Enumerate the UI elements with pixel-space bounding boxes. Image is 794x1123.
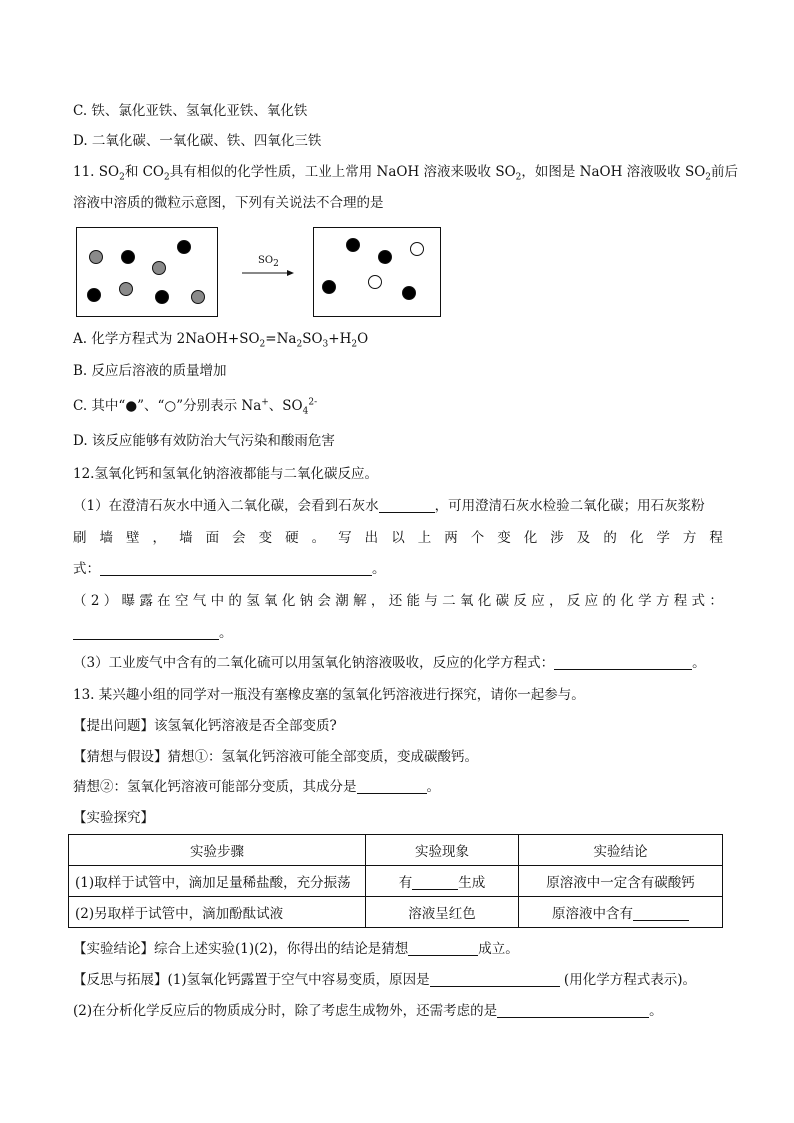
spaced-char: 潮 [335,593,349,609]
q11-stem-line2: 溶液中溶质的微粒示意图，下列有关说法不合理的是 [73,195,384,211]
spaced-char: 氧 [264,593,278,609]
option-c-prev: C. 铁、氯化亚铁、氢氧化亚铁、氧化铁 [73,103,308,119]
spaced-char: 化 [281,593,296,609]
particle-black [378,250,392,264]
answer-blank[interactable] [100,561,372,576]
q13-conclusion: 【实验结论】综合上述实验(1)(2)，你得出的结论是猜想 成立。 [73,941,519,957]
answer-blank[interactable] [408,941,478,956]
spaced-char: 解 [353,593,367,609]
spaced-char: 碳 [495,593,510,609]
q13-guess2: 猜想②：氢氧化钙溶液可能部分变质，其成分是 。 [73,779,440,795]
spaced-char: 2 [90,593,100,609]
spaced-char: 氧 [459,593,474,609]
spaced-char: 变 [258,530,273,546]
arrow-label: $SO_2$ [258,255,279,269]
spaced-char: 会 [232,530,246,546]
spaced-char: 出 [364,530,379,546]
spaced-char: 程 [673,593,688,609]
table-header: 实验结论 [519,835,723,866]
spaced-char: 变 [497,530,511,546]
spaced-char: 学 [656,530,670,546]
spaced-char: 方 [682,530,697,546]
spaced-char: 与 [424,593,438,609]
spaced-char: 以 [391,530,405,546]
spaced-char: 墙 [99,530,114,546]
spaced-char: 氢 [246,593,260,609]
spaced-char: 在 [157,593,171,609]
spaced-char: 化 [629,530,644,546]
spaced-char: 学 [638,593,652,609]
diagram-after-box [313,227,441,317]
table-header: 实验现象 [366,835,519,866]
table-header: 实验步骤 [69,835,366,866]
spaced-char: 的 [228,593,242,609]
spaced-char: 应 [584,593,599,609]
spaced-char: 能 [406,593,421,609]
table-cell: 有 生成 [366,866,519,897]
particle-gray [191,290,205,304]
q13-guess1: 【猜想与假设】猜想①：氢氧化钙溶液可能全部变质，变成碳酸钙。 [73,749,478,765]
experiment-table [68,834,723,928]
answer-blank[interactable] [412,875,458,890]
particle-black [87,288,101,302]
spaced-char: 气 [192,593,207,609]
q12-part1-line2 [73,529,723,547]
spaced-char: 上 [417,530,432,546]
spaced-char: 的 [602,593,616,609]
spaced-char: 写 [338,530,352,546]
q13-explore-heading: 【实验探究】 [73,810,154,826]
q11-option-a: A. 化学方程式为 $2NaOH+SO_2=Na_2SO_3+H_2O$ [73,331,369,350]
answer-blank[interactable] [497,1003,649,1018]
spaced-char: 面 [205,530,220,546]
q11-option-c: C. 其中“●”、“○”分别表示 Na+、$SO_4^{2-}$ [73,397,318,417]
spaced-char: 刷 [73,530,87,546]
spaced-char: 露 [139,593,153,609]
q13-stem: 13. 某兴趣小组的同学对一瓶没有塞橡皮塞的氢氧化钙溶液进行探究，请你一起参与。 [73,687,585,703]
reaction-arrow [242,255,294,278]
q11-option-b: B. 反应后溶液的质量增加 [73,363,227,379]
spaced-char: 钠 [299,593,314,609]
table-row [69,866,723,897]
spaced-char: 方 [655,593,670,609]
spaced-char: 墙 [179,530,193,546]
spaced-char: 反 [513,593,527,609]
spaced-char: 程 [709,530,723,546]
diagram-before-box [76,227,218,317]
particle-black [177,240,191,254]
spaced-char: 壁 [126,530,140,546]
q12-part3: （3）工业废气中含有的二氧化硫可以用氢氧化钠溶液吸收，反应的化学方程式： 。 [73,655,706,671]
spaced-char: 式 [691,593,706,609]
q12-part1-line1: （1）在澄清石灰水中通入二氧化碳，会看到石灰水 ，可用澄清石灰水检验二氧化碳；用石灰浆粉 [73,498,705,514]
answer-blank[interactable] [379,498,435,513]
particle-gray [89,250,103,264]
table-cell: 溶液呈红色 [366,897,519,928]
spaced-char: 化 [620,593,634,609]
spaced-char: ， [549,593,563,609]
q13-question: 【提出问题】该氢氧化钙溶液是否全部变质? [73,718,337,734]
q13-reflect2: (2)在分析化学反应后的物质成分时，除了考虑生成物外，还需考虑的是 。 [73,1003,663,1019]
particle-gray [119,282,133,296]
particle-black [121,250,135,264]
spaced-char: ： [709,593,723,609]
spaced-char: ） [103,593,118,609]
table-cell: (1)取样于试管中，滴加足量稀盐酸，充分振荡 [69,866,366,897]
table-cell: 原溶液中一定含有碳酸钙 [519,866,723,897]
answer-blank[interactable] [73,625,219,640]
q12-part2-line2: 。 [73,624,233,642]
spaced-char: 化 [477,593,492,609]
spaced-char: ， [152,530,167,546]
spaced-char: （ [73,593,87,609]
spaced-char: 反 [566,593,581,609]
table-header-row [69,835,723,866]
particle-white [410,242,424,256]
spaced-char: 的 [603,530,617,546]
spaced-char: 二 [442,593,456,609]
spaced-char: 两 [444,530,458,546]
spaced-char: 及 [576,530,591,546]
arrow-icon [242,258,294,278]
spaced-char: 还 [388,593,403,609]
q11-stem-line1: 11. $SO_2$和 $CO_2$具有相似的化学性质，工业上常用 NaOH 溶液来吸收 $SO_2$，如图是 NaOH 溶液吸收 $SO_2$前后 [73,164,739,183]
table-cell: 原溶液中含有 [519,897,723,928]
spaced-char: 硬 [285,530,299,546]
particle-black [402,286,416,300]
option-d-prev: D. 二氧化碳、一氧化碳、铁、四氧化三铁 [73,133,322,149]
answer-blank[interactable] [357,779,427,794]
spaced-char: 个 [470,530,485,546]
spaced-char: 化 [523,530,538,546]
spaced-char: 会 [317,593,331,609]
q11-option-d: D. 该反应能够有效防治大气污染和酸雨危害 [73,433,335,449]
spaced-char: ， [370,593,385,609]
spaced-char: 中 [210,593,225,609]
q13-reflect1: 【反思与拓展】(1)氢氧化钙露置于空气中容易变质，原因是 (用化学方程式表示)。 [73,972,696,988]
q12-stem: 12.氢氧化钙和氢氧化钠溶液都能与二氧化碳反应。 [73,466,378,482]
table-row [69,897,723,928]
answer-blank[interactable] [633,906,689,921]
table-cell: (2)另取样于试管中，滴加酚酞试液 [69,897,366,928]
particle-black [155,290,169,304]
particle-white [368,275,382,289]
spaced-char: 曝 [121,593,136,609]
particle-black [322,280,336,294]
particle-gray [152,261,166,275]
spaced-char: 涉 [550,530,564,546]
particle-black [346,238,360,252]
q12-part2-line1 [73,592,723,610]
spaced-char: 空 [174,593,189,609]
answer-blank[interactable] [554,655,692,670]
answer-blank[interactable] [430,972,560,987]
q12-part1-line3: 式： 。 [73,561,386,577]
spaced-char: 应 [531,593,545,609]
spaced-char: 。 [311,530,326,546]
